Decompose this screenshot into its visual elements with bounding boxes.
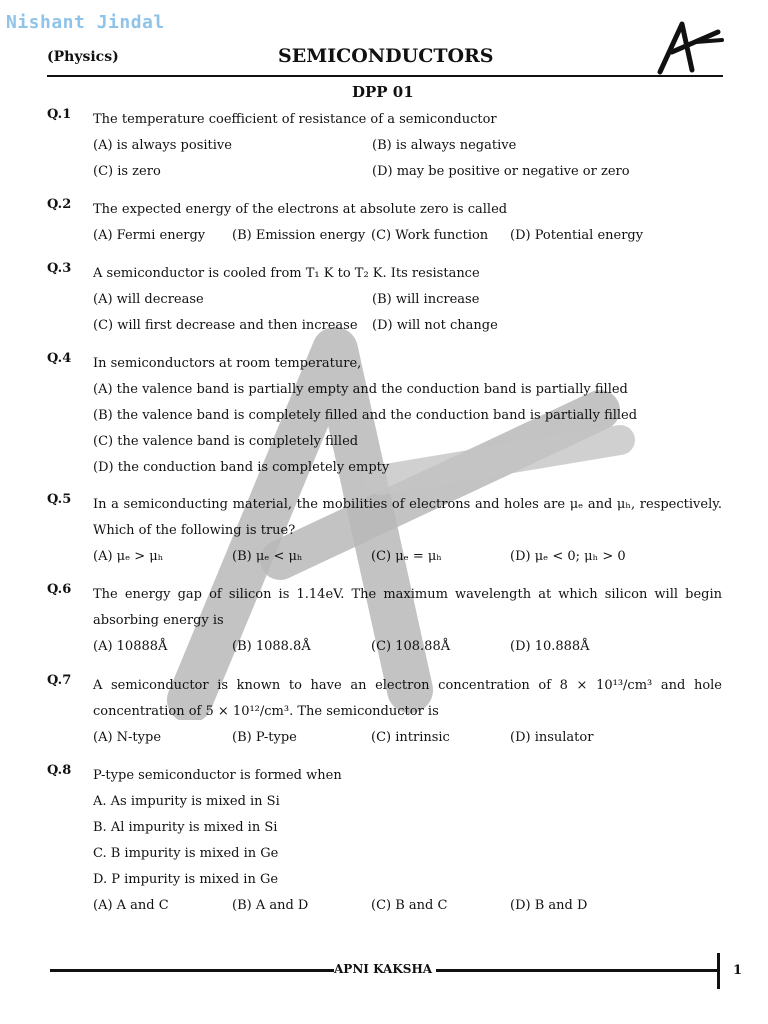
footer-divider-left: [50, 969, 334, 972]
question-6: [47, 582, 722, 660]
question-number: Q.4: [47, 351, 72, 366]
footer-vertical-bar: [717, 953, 720, 989]
option-c: (C) μₑ = μₕ: [371, 549, 442, 564]
question-stem: A semiconductor is known to have an electron concentration of 8 × 10¹³/cm³ and hole concentration of 5 × 10¹²/cm³. The semiconductor is: [93, 678, 722, 719]
option-a: (A) μₑ > μₕ: [93, 549, 164, 564]
option-b: (B) A and D: [232, 898, 309, 913]
brand-logo-icon: [652, 18, 728, 76]
question-2: [47, 197, 722, 249]
question-8: [47, 763, 722, 919]
option-b: (B) the valence band is completely filled and the conduction band is partially filled: [93, 408, 638, 423]
header-divider: [47, 75, 723, 77]
statement-a: A. As impurity is mixed in Si: [93, 794, 280, 809]
option-b: (B) μₑ < μₕ: [232, 549, 303, 564]
statement-b: B. Al impurity is mixed in Si: [93, 820, 278, 835]
question-number: Q.7: [47, 673, 72, 688]
question-stem: In semiconductors at room temperature,: [93, 356, 362, 371]
question-stem: The temperature coefficient of resistance of a semiconductor: [93, 112, 497, 127]
question-number: Q.1: [47, 107, 72, 122]
option-b: (B) 1088.8Å: [232, 639, 311, 654]
option-c: (C) will first decrease and then increase: [93, 318, 358, 333]
footer-divider-right: [436, 969, 720, 972]
question-7: [47, 673, 722, 751]
question-3: [47, 261, 722, 339]
question-4: [47, 351, 722, 481]
option-d: (D) μₑ < 0; μₕ > 0: [510, 549, 626, 564]
statement-d: D. P impurity is mixed in Ge: [93, 872, 279, 887]
option-a: (A) 10888Å: [93, 639, 168, 654]
option-d: (D) the conduction band is completely empty: [93, 460, 390, 475]
question-number: Q.5: [47, 492, 72, 507]
question-stem: In a semiconducting material, the mobilities of electrons and holes are μₑ and μₕ, respectively. Which of the following is true?: [93, 497, 722, 538]
option-d: (D) Potential energy: [510, 228, 644, 243]
option-c: (C) the valence band is completely filled: [93, 434, 359, 449]
option-b: (B) will increase: [372, 292, 480, 307]
question-1: [47, 107, 722, 185]
option-b: (B) is always negative: [372, 138, 517, 153]
question-number: Q.6: [47, 582, 72, 597]
option-a: (A) will decrease: [93, 292, 204, 307]
option-d: (D) B and D: [510, 898, 588, 913]
page-title: SEMICONDUCTORS: [278, 45, 494, 67]
option-a: (A) N-type: [93, 730, 162, 745]
question-number: Q.8: [47, 763, 72, 778]
question-5: [47, 492, 722, 570]
option-c: (C) is zero: [93, 164, 161, 179]
option-c: (C) 108.88Å: [371, 639, 451, 654]
option-a: (A) is always positive: [93, 138, 232, 153]
footer-brand: APNI KAKSHA: [334, 962, 433, 976]
question-number: Q.3: [47, 261, 72, 276]
option-d: (D) 10.888Å: [510, 639, 590, 654]
option-d: (D) may be positive or negative or zero: [372, 164, 630, 179]
dpp-label: DPP 01: [352, 83, 414, 101]
page-number: 1: [733, 963, 743, 978]
option-c: (C) intrinsic: [371, 730, 450, 745]
question-stem: A semiconductor is cooled from T₁ K to T₂ K. Its resistance: [93, 266, 480, 281]
option-d: (D) insulator: [510, 730, 594, 745]
question-number: Q.2: [47, 197, 72, 212]
option-a: (A) the valence band is partially empty and the conduction band is partially filled: [93, 382, 628, 397]
subject-label: (Physics): [47, 49, 119, 65]
option-a: (A) A and C: [93, 898, 169, 913]
question-stem: P-type semiconductor is formed when: [93, 768, 342, 783]
watermark-name: Nishant Jindal: [6, 12, 165, 33]
option-c: (C) B and C: [371, 898, 448, 913]
option-b: (B) Emission energy: [232, 228, 366, 243]
option-d: (D) will not change: [372, 318, 498, 333]
question-stem: The energy gap of silicon is 1.14eV. The maximum wavelength at which silicon will begin absorbing energy is: [93, 587, 722, 628]
option-b: (B) P-type: [232, 730, 297, 745]
question-stem: The expected energy of the electrons at absolute zero is called: [93, 202, 508, 217]
option-a: (A) Fermi energy: [93, 228, 206, 243]
statement-c: C. B impurity is mixed in Ge: [93, 846, 279, 861]
option-c: (C) Work function: [371, 228, 489, 243]
